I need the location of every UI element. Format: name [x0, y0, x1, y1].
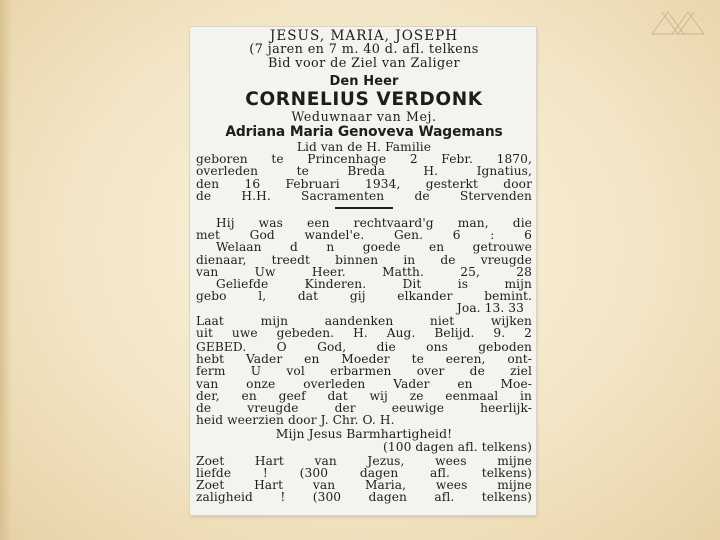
title-line: Den Heer	[329, 74, 399, 89]
separator-rule	[335, 207, 393, 209]
corner-ornament-icon	[650, 8, 710, 38]
ejaculation-line: zaligheid ! (300 dagen afl. telkens)	[196, 490, 532, 505]
verse-line: Hij was een rechtvaard'g man, die	[216, 216, 532, 231]
ejaculation-line: Mijn Jesus Barmhartigheid!	[275, 426, 453, 442]
prayer-line: GEBED. O God, die ons geboden	[196, 340, 532, 355]
memorial-card	[190, 27, 536, 515]
bio-line: den 16 Februari 1934, gesterkt door	[196, 176, 532, 191]
bio-line: overleden te Breda H. Ignatius,	[196, 164, 532, 179]
ejaculation-line: (100 dagen afl. telkens)	[383, 439, 532, 454]
header-line: Bid voor de Ziel van Zaliger	[267, 56, 461, 71]
verse-line: dienaar, treedt binnen in de vreugde	[196, 252, 532, 267]
verse-line: met God wandel'e. Gen. 6 : 6	[196, 228, 532, 243]
prayer-line: heid weerzien door J. Chr. O. H.	[196, 413, 395, 428]
prayer-line: hebt Vader en Moeder te eeren, ont-	[196, 352, 532, 367]
wife-name: Adriana Maria Genoveva Wagemans	[225, 124, 503, 140]
verse-line: Laat mijn aandenken niet wijken	[196, 313, 532, 328]
bio-line: geboren te Princenhage 2 Febr. 1870,	[196, 152, 532, 167]
header-line: (7 jaren en 7 m. 40 d. afl. telkens	[249, 42, 479, 57]
verse-line: van Uw Heer. Matth. 25, 28	[196, 264, 532, 279]
bio-line: Lid van de H. Familie	[296, 140, 432, 154]
header-line: JESUS, MARIA, JOSEPH	[269, 28, 459, 44]
ejaculation-line: liefde ! (300 dagen afl. telkens)	[196, 466, 532, 481]
verse-line: gebo l, dat gij elkander bemint.	[196, 289, 532, 304]
slide-left-edge	[0, 0, 12, 540]
ejaculation-line: Zoet Hart van Jezus, wees mijne	[196, 453, 532, 468]
bio-line: de H.H. Sacramenten de Stervenden	[196, 188, 532, 203]
verse-line: uit uwe gebeden. H. Aug. Belijd. 9. 2	[196, 325, 532, 340]
prayer-line: de vreugde der eeuwige heerlijk-	[196, 401, 532, 416]
widower-line: Weduwnaar van Mej.	[291, 109, 437, 124]
ejaculation-line: Zoet Hart van Maria, wees mijne	[196, 478, 532, 493]
prayer-line: van onze overleden Vader en Moe-	[196, 376, 532, 391]
verse-line: Welaan d n goede en getrouwe	[216, 240, 532, 255]
deceased-name: CORNELIUS VERDONK	[245, 89, 483, 110]
prayer-line: ferm U vol erbarmen over de ziel	[196, 364, 532, 379]
verse-line: Geliefde Kinderen. Dit is mijn	[216, 277, 532, 292]
verse-line: Joa. 13. 33	[456, 301, 524, 316]
prayer-line: der, en geef dat wij ze eenmaal in	[196, 388, 532, 403]
